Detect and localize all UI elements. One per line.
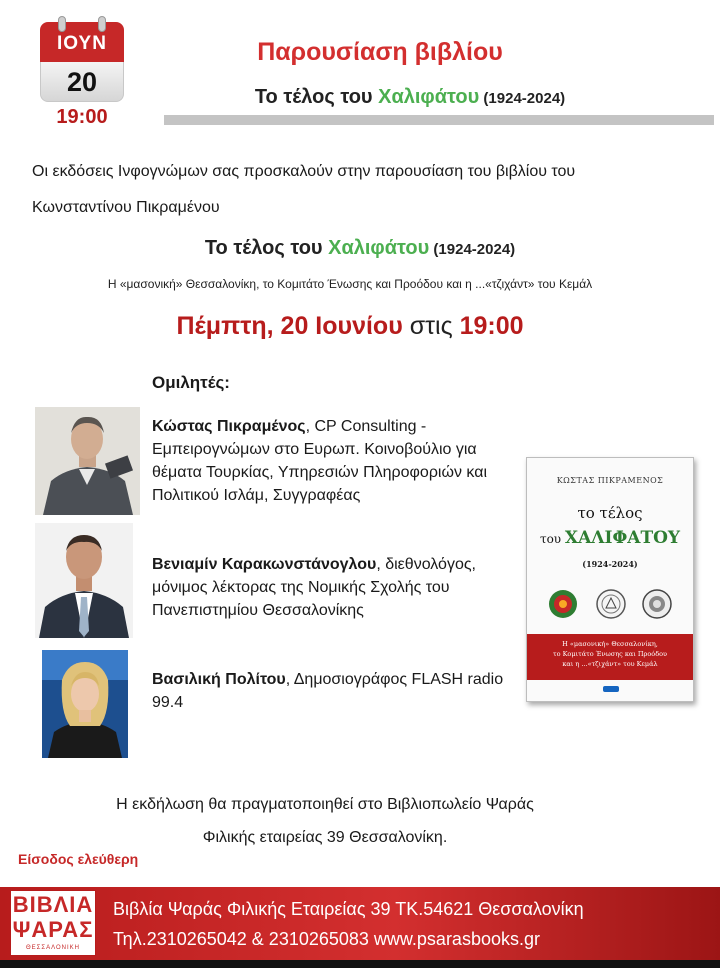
cover-author: ΚΩΣΤΑΣ ΠΙΚΡΑΜΕΝΟΣ xyxy=(556,476,664,485)
logo-line-1: ΒΙΒΛΙΑ xyxy=(12,892,94,917)
event-time: 19:00 xyxy=(459,312,524,340)
footer-address: Βιβλία Ψαράς Φιλικής Εταιρείας 39 ΤΚ.54621 Θεσσαλονίκη xyxy=(113,899,584,919)
book-title xyxy=(0,237,720,260)
masonic-seal-icon xyxy=(595,588,627,620)
speaker-photo-1 xyxy=(35,407,140,515)
intro-line-2: Κωνσταντίνου Πικραμένου xyxy=(32,199,220,216)
page-title: Παρουσίαση βιβλίου xyxy=(257,38,503,66)
psaras-books-logo xyxy=(10,890,96,956)
cover-band-line-1: Η «μασονική» Θεσσαλονίκη, xyxy=(562,640,658,648)
subtitle-highlight: Χαλιφάτου xyxy=(378,86,480,108)
speaker-1 xyxy=(152,415,512,507)
page-subtitle xyxy=(180,86,640,109)
speaker-1-desc: , CP Consulting - Εμπειρογνώμων στο Ευρωπ. Κοινοβούλιο για θέματα Τουρκίας, Υπηρεσιών Πληροφοριών και Πολιτικού Ισλάμ, Συγγραφέας xyxy=(152,418,488,504)
speaker-3-name: Βασιλική Πολίτου xyxy=(152,671,286,688)
book-title-part: Το τέλος του xyxy=(204,237,329,259)
speaker-3 xyxy=(152,668,512,714)
book-title-years: (1924-2024) xyxy=(429,241,516,258)
calendar-month-label: ΙΟΥΝ xyxy=(57,33,107,54)
calendar-icon xyxy=(40,22,124,129)
subtitle-part: Το τέλος του xyxy=(254,86,379,108)
cover-title-line-2 xyxy=(527,528,693,548)
calendar-time: 19:00 xyxy=(56,106,108,128)
cover-years: (1924-2024) xyxy=(582,559,638,569)
event-day: Πέμπτη, 20 Ιουνίου xyxy=(176,312,403,340)
speaker-photo-2 xyxy=(35,523,133,638)
calendar-ring xyxy=(58,16,66,32)
calendar-day: 20 xyxy=(40,62,124,102)
event-at: στις xyxy=(402,312,460,340)
bottom-bar xyxy=(0,960,720,968)
subtitle-years: (1924-2024) xyxy=(479,90,566,107)
calendar-month xyxy=(40,22,124,62)
book-cover xyxy=(526,457,694,702)
header-divider xyxy=(164,115,714,125)
speaker-3-desc: , Δημοσιογράφος FLASH radio 99.4 xyxy=(152,671,504,711)
cover-title-highlight: ΧΑΛΙΦΑΤΟΥ xyxy=(564,528,681,548)
cover-band-line-3: και η ...«τζιχάντ» του Κεμάλ xyxy=(562,660,658,668)
speaker-photo-3 xyxy=(42,650,128,758)
committee-seal-icon xyxy=(641,588,673,620)
speaker-1-name: Κώστας Πικραμένος xyxy=(152,418,306,435)
cover-title-article: του xyxy=(539,532,565,546)
publisher-logo-icon xyxy=(603,686,619,692)
calendar-ring xyxy=(98,16,106,32)
venue-line-1: Η εκδήλωση θα πραγματοποιηθεί στο Βιβλιοπωλείο Ψαράς xyxy=(116,796,534,813)
speakers-heading: Ομιλητές: xyxy=(152,373,230,392)
cover-band-line-2: το Κομιτάτο Ένωσης και Προόδου xyxy=(553,650,667,658)
cover-red-band xyxy=(527,634,693,680)
event-date xyxy=(0,312,700,341)
ottoman-emblem-icon xyxy=(547,588,579,620)
intro-line-1: Οι εκδόσεις Ινφογνώμων σας προσκαλούν στην παρουσίαση του βιβλίου του xyxy=(32,163,576,180)
logo-line-2: ΨΑΡΑΣ xyxy=(12,917,94,942)
footer-contact: Τηλ.2310265042 & 2310265083 www.psarasbooks.gr xyxy=(113,929,540,949)
venue-line-2: Φιλικής εταιρείας 39 Θεσσαλονίκη. xyxy=(202,829,448,846)
speaker-2-name: Βενιαμίν Καρακωνστάνογλου xyxy=(152,556,377,573)
book-title-highlight: Χαλιφάτου xyxy=(328,237,430,259)
speaker-2 xyxy=(152,553,517,622)
cover-title-line-1: το τέλος xyxy=(577,504,643,522)
free-entry-note: Είσοδος ελεύθερη xyxy=(18,851,139,867)
speaker-2-desc: , διεθνολόγος, μόνιμος λέκτορας της Νομικής Σχολής του Πανεπιστημίου Θεσσαλονίκης xyxy=(152,556,476,619)
book-subtitle: Η «μασονική» Θεσσαλονίκη, το Κομιτάτο Ένωσης και Προόδου και η ...«τζιχάντ» του Κεμάλ xyxy=(107,277,593,291)
logo-line-3: ΘΕΣΣΑΛΟΝΙΚΗ xyxy=(26,945,80,951)
